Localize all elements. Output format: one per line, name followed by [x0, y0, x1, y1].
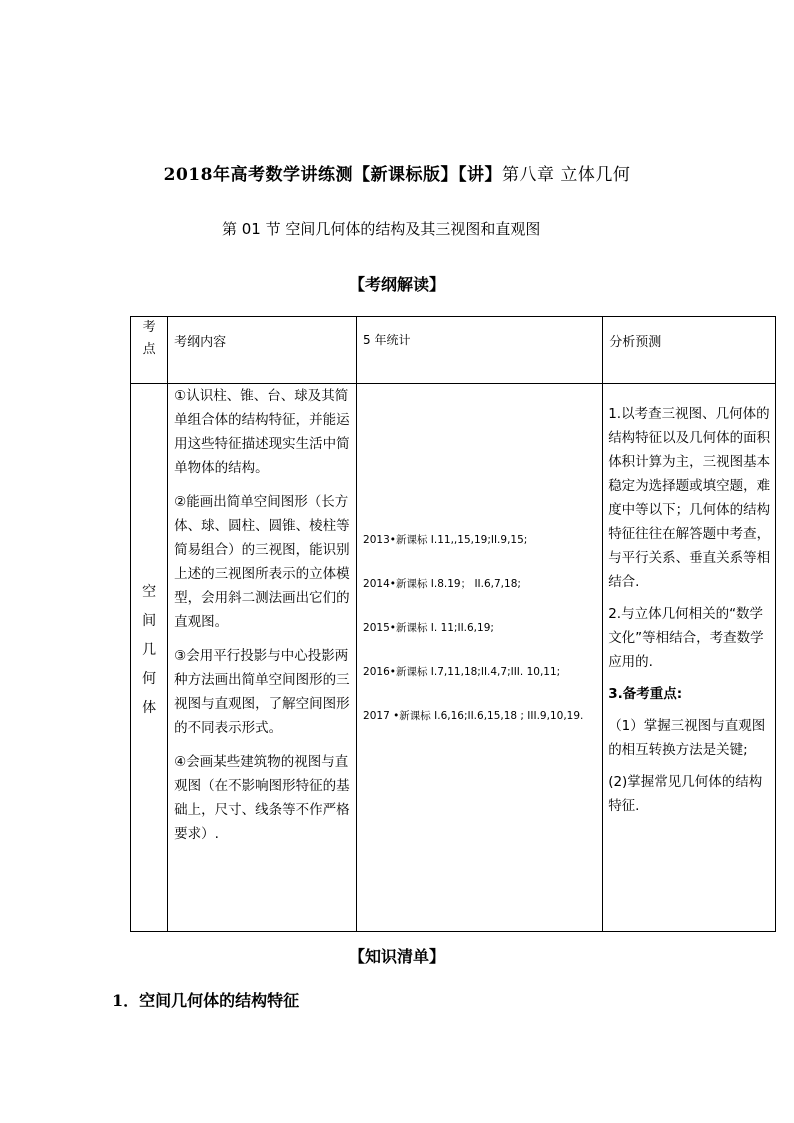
title-chapter: 第八章 立体几何	[501, 165, 631, 185]
stats-item: 2015•新课标 I. 11;II.6,19;	[363, 622, 494, 634]
stats-item: 2014•新课标 I.8.19； II.6,7,18;	[363, 578, 521, 590]
topic-label: 空 间 几 何 体	[142, 584, 157, 716]
stats-item: 2017 •新课标 I.6,16;II.6,15,18 ; III.9,10,19.	[363, 710, 584, 722]
content-cell	[168, 384, 357, 932]
analysis-item: 2.与立体几何相关的“数学文化”等相结合，考查数学应用的.	[608, 606, 764, 670]
content-item: ②能画出简单空间图形（长方体、球、圆柱、圆锥、棱柱等简易组合）的三视图，能识别上述的三视图所表示的立体模型，会用斜二测法画出它们的直观图。	[174, 494, 350, 630]
stats-cell	[357, 384, 603, 932]
document-title	[0, 160, 794, 185]
header-cell-content	[168, 317, 357, 384]
analysis-item: 1.以考查三视图、几何体的结构特征以及几何体的面积体积计算为主，三视图基本稳定为选择题或填空题，难度中等以下；几何体的结构特征往往在解答题中考查，与平行关系、垂直关系等相结合.	[608, 406, 771, 590]
header-stats-label: 5 年统计	[363, 333, 411, 347]
syllabus-heading: 【考纲解读】	[348, 275, 445, 294]
header-cell-topic	[131, 317, 168, 384]
analysis-item: (2)掌握常见几何体的结构特征.	[608, 774, 763, 814]
stats-item: 2013•新课标 I.11,,15,19;II.9,15;	[363, 534, 528, 546]
stats-item: 2016•新课标 I.7,11,18;II.4,7;III. 10,11;	[363, 666, 561, 678]
section-subtitle: 第 01 节 空间几何体的结构及其三视图和直观图	[222, 220, 541, 238]
header-analysis-label: 分析预测	[609, 335, 662, 350]
header-topic-label: 考 点	[142, 320, 156, 357]
content-item: ④会画某些建筑物的视图与直观图（在不影响图形特征的基础上，尺寸、线条等不作严格要求）.	[174, 754, 350, 842]
title-main: 2018年高考数学讲练测【新课标版】【讲】	[163, 165, 502, 185]
content-item: ①认识柱、锥、台、球及其简单组合体的结构特征，并能运用这些特征描述现实生活中简单物体的结构。	[174, 388, 350, 476]
topic-cell	[131, 384, 168, 932]
syllabus-table	[130, 316, 776, 932]
table-body-row	[131, 384, 776, 932]
section-heading-1: 1．空间几何体的结构特征	[112, 991, 300, 1010]
analysis-block	[603, 384, 775, 818]
analysis-item: （1）掌握三视图与直观图的相互转换方法是关键;	[608, 718, 766, 758]
table-header-row	[131, 317, 776, 384]
knowledge-heading: 【知识清单】	[348, 947, 445, 966]
analysis-item-bold: 3.备考重点:	[608, 686, 683, 702]
header-cell-stats	[357, 317, 603, 384]
content-block	[168, 384, 356, 846]
header-cell-analysis	[603, 317, 776, 384]
stats-block	[357, 384, 602, 726]
content-item: ③会用平行投影与中心投影两种方法画出简单空间图形的三视图与直观图，了解空间图形的不同表示形式。	[174, 648, 350, 736]
analysis-cell	[603, 384, 776, 932]
header-content-label: 考纲内容	[174, 335, 227, 350]
